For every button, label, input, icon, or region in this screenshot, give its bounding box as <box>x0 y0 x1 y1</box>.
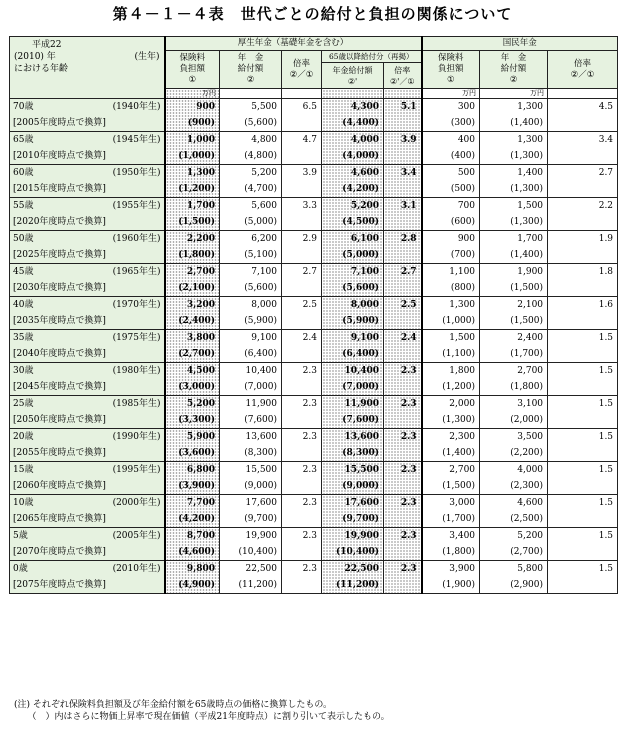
after65-ratio-cell: 2.3 <box>384 528 422 561</box>
kokumin-premium-cell: 300 (300) <box>422 99 480 132</box>
age-cell: 5歳 (2005年生) [2070年度時点で換算] <box>10 528 165 561</box>
after65-ratio-cell: 2.8 <box>384 231 422 264</box>
kokumin-benefit-cell: 2,100 (1,500) <box>480 297 548 330</box>
kosei-ratio-cell: 2.3 <box>282 429 322 462</box>
kokumin-premium-cell: 3,000 (1,700) <box>422 495 480 528</box>
kosei-ratio-cell: 2.3 <box>282 495 322 528</box>
kokumin-benefit-cell: 3,500 (2,200) <box>480 429 548 462</box>
kokumin-ratio-cell: 1.5 <box>548 462 618 495</box>
kokumin-premium-cell: 500 (500) <box>422 165 480 198</box>
unit-label: 万円 <box>422 89 480 99</box>
kosei-premium-cell: 5,900 (3,600) <box>165 429 220 462</box>
after65-benefit-cell: 11,900 (7,600) <box>322 396 384 429</box>
kosei-premium-header: 保険料 負担額 ① <box>165 51 220 89</box>
kosei-benefit-cell: 17,600 (9,700) <box>220 495 282 528</box>
after65-ratio-cell: 2.7 <box>384 264 422 297</box>
after65-ratio-cell: 2.3 <box>384 495 422 528</box>
kosei-ratio-header: 倍率 ②／① <box>282 51 322 89</box>
kokumin-benefit-cell: 4,600 (2,500) <box>480 495 548 528</box>
after65-benefit-cell: 4,000 (4,000) <box>322 132 384 165</box>
after65-benefit-cell: 7,100 (5,600) <box>322 264 384 297</box>
kokumin-group-header: 国民年金 <box>422 37 618 51</box>
kokumin-ratio-cell: 1.5 <box>548 495 618 528</box>
after65-ratio-cell: 2.5 <box>384 297 422 330</box>
kosei-ratio-cell: 2.4 <box>282 330 322 363</box>
age-cell: 10歳 (2000年生) [2065年度時点で換算] <box>10 495 165 528</box>
age-cell: 0歳 (2010年生) [2075年度時点で換算] <box>10 561 165 594</box>
table-row <box>10 99 618 132</box>
kosei-benefit-header: 年 金 給付額 ② <box>220 51 282 89</box>
kokumin-premium-cell: 2,700 (1,500) <box>422 462 480 495</box>
after65-ratio-cell: 2.3 <box>384 429 422 462</box>
age-cell: 25歳 (1985年生) [2050年度時点で換算] <box>10 396 165 429</box>
after65-benefit-cell: 6,100 (5,000) <box>322 231 384 264</box>
after65-benefit-cell: 13,600 (8,300) <box>322 429 384 462</box>
age-cell: 50歳 (1960年生) [2025年度時点で換算] <box>10 231 165 264</box>
kokumin-benefit-cell: 1,300 (1,400) <box>480 99 548 132</box>
kosei-premium-cell: 3,800 (2,700) <box>165 330 220 363</box>
kosei-benefit-cell: 15,500 (9,000) <box>220 462 282 495</box>
kosei-premium-cell: 5,200 (3,300) <box>165 396 220 429</box>
footnote-1: (注) それぞれ保険料負担額及び年金給付額を65歳時点の価格に換算したもの。 <box>14 700 332 710</box>
after65-ratio-cell: 3.1 <box>384 198 422 231</box>
age-cell: 65歳 (1945年生) [2010年度時点で換算] <box>10 132 165 165</box>
kosei-group-header: 厚生年金（基礎年金を含む） <box>165 37 422 51</box>
kosei-ratio-cell: 2.5 <box>282 297 322 330</box>
kokumin-benefit-cell: 1,400 (1,300) <box>480 165 548 198</box>
table-body <box>10 99 618 594</box>
kokumin-ratio-header: 倍率 ②／① <box>548 51 618 89</box>
unit-label: 万円 <box>480 89 548 99</box>
kokumin-benefit-header: 年 金 給付額 ② <box>480 51 548 89</box>
kosei-premium-cell: 6,800 (3,900) <box>165 462 220 495</box>
after65-ratio-cell: 2.3 <box>384 561 422 594</box>
kosei-premium-cell: 4,500 (3,000) <box>165 363 220 396</box>
kosei-benefit-cell: 11,900 (7,600) <box>220 396 282 429</box>
after65-benefit-cell: 10,400 (7,000) <box>322 363 384 396</box>
after65-ratio-cell: 2.4 <box>384 330 422 363</box>
kokumin-ratio-cell: 2.2 <box>548 198 618 231</box>
after65-benefit-cell: 19,900 (10,400) <box>322 528 384 561</box>
table-row <box>10 231 618 264</box>
kosei-benefit-cell: 8,000 (5,900) <box>220 297 282 330</box>
after65-ratio-cell: 2.3 <box>384 462 422 495</box>
kosei-ratio-cell: 3.3 <box>282 198 322 231</box>
kosei-benefit-cell: 7,100 (5,600) <box>220 264 282 297</box>
kokumin-premium-cell: 3,400 (1,800) <box>422 528 480 561</box>
age-cell: 20歳 (1990年生) [2055年度時点で換算] <box>10 429 165 462</box>
kosei-premium-cell: 8,700 (4,600) <box>165 528 220 561</box>
table-header <box>10 37 618 99</box>
age-cell: 60歳 (1950年生) [2015年度時点で換算] <box>10 165 165 198</box>
table-title: 第４－１－４表 世代ごとの給付と負担の関係について <box>112 5 513 23</box>
kokumin-benefit-cell: 2,700 (1,800) <box>480 363 548 396</box>
kokumin-premium-cell: 900 (700) <box>422 231 480 264</box>
kosei-premium-cell: 1,300 (1,200) <box>165 165 220 198</box>
table-row <box>10 264 618 297</box>
after65-ratio-cell: 2.3 <box>384 363 422 396</box>
after65-benefit-cell: 17,600 (9,700) <box>322 495 384 528</box>
kosei-benefit-cell: 13,600 (8,300) <box>220 429 282 462</box>
kokumin-premium-cell: 1,500 (1,100) <box>422 330 480 363</box>
table-row <box>10 330 618 363</box>
pension-table <box>9 36 618 594</box>
kosei-ratio-cell: 2.3 <box>282 396 322 429</box>
kosei-ratio-cell: 3.9 <box>282 165 322 198</box>
kosei-ratio-cell: 2.3 <box>282 528 322 561</box>
kokumin-ratio-cell: 4.5 <box>548 99 618 132</box>
kosei-benefit-cell: 22,500 (11,200) <box>220 561 282 594</box>
kosei-ratio-cell: 2.7 <box>282 264 322 297</box>
after65-benefit-header: 年金給付額 ②' <box>322 63 384 89</box>
table-row <box>10 528 618 561</box>
age-cell: 15歳 (1995年生) [2060年度時点で換算] <box>10 462 165 495</box>
after65-benefit-cell: 22,500 (11,200) <box>322 561 384 594</box>
kokumin-benefit-cell: 4,000 (2,300) <box>480 462 548 495</box>
kokumin-premium-header: 保険料 負担額 ① <box>422 51 480 89</box>
kokumin-premium-cell: 3,900 (1,900) <box>422 561 480 594</box>
kokumin-premium-cell: 1,100 (800) <box>422 264 480 297</box>
after65-benefit-cell: 5,200 (4,500) <box>322 198 384 231</box>
kosei-ratio-cell: 2.9 <box>282 231 322 264</box>
kokumin-benefit-cell: 3,100 (2,000) <box>480 396 548 429</box>
age-cell: 55歳 (1955年生) [2020年度時点で換算] <box>10 198 165 231</box>
table-row <box>10 198 618 231</box>
kosei-premium-cell: 900 (900) <box>165 99 220 132</box>
table-row <box>10 396 618 429</box>
kokumin-ratio-cell: 1.9 <box>548 231 618 264</box>
kosei-premium-cell: 3,200 (2,400) <box>165 297 220 330</box>
kokumin-premium-cell: 2,300 (1,400) <box>422 429 480 462</box>
after65-benefit-cell: 4,300 (4,400) <box>322 99 384 132</box>
kosei-benefit-cell: 4,800 (4,800) <box>220 132 282 165</box>
kosei-premium-cell: 9,800 (4,900) <box>165 561 220 594</box>
kokumin-benefit-cell: 2,400 (1,700) <box>480 330 548 363</box>
kosei-benefit-cell: 5,500 (5,600) <box>220 99 282 132</box>
footnotes <box>14 699 390 723</box>
after65-group-header: 65歳以降給付分（再掲） <box>322 51 422 63</box>
kosei-premium-cell: 2,700 (2,100) <box>165 264 220 297</box>
table-row <box>10 495 618 528</box>
kokumin-benefit-cell: 1,900 (1,500) <box>480 264 548 297</box>
kokumin-ratio-cell: 1.5 <box>548 330 618 363</box>
kokumin-ratio-cell: 1.5 <box>548 396 618 429</box>
kokumin-premium-cell: 400 (400) <box>422 132 480 165</box>
footnote-2: （ ）内はさらに物価上昇率で現在価値（平成21年度時点）に割り引いて表示したもの。 <box>14 712 390 722</box>
after65-ratio-header: 倍率 ②'／① <box>384 63 422 89</box>
table-row <box>10 429 618 462</box>
kokumin-ratio-cell: 1.8 <box>548 264 618 297</box>
after65-benefit-cell: 15,500 (9,000) <box>322 462 384 495</box>
kokumin-premium-cell: 2,000 (1,300) <box>422 396 480 429</box>
table-row <box>10 297 618 330</box>
kokumin-ratio-cell: 1.5 <box>548 561 618 594</box>
age-cell: 70歳 (1940年生) [2005年度時点で換算] <box>10 99 165 132</box>
kokumin-ratio-cell: 1.5 <box>548 528 618 561</box>
after65-benefit-cell: 8,000 (5,900) <box>322 297 384 330</box>
kosei-premium-cell: 7,700 (4,200) <box>165 495 220 528</box>
kokumin-benefit-cell: 1,300 (1,300) <box>480 132 548 165</box>
after65-ratio-cell: 3.4 <box>384 165 422 198</box>
kosei-ratio-cell: 6.5 <box>282 99 322 132</box>
kosei-benefit-cell: 6,200 (5,100) <box>220 231 282 264</box>
kokumin-premium-cell: 1,300 (1,000) <box>422 297 480 330</box>
after65-ratio-cell: 3.9 <box>384 132 422 165</box>
kokumin-ratio-cell: 1.5 <box>548 429 618 462</box>
kosei-benefit-cell: 19,900 (10,400) <box>220 528 282 561</box>
table-row <box>10 561 618 594</box>
unit-label: 万円 <box>165 89 220 99</box>
kosei-premium-cell: 2,200 (1,800) <box>165 231 220 264</box>
age-column-header: 平成22 (2010) 年 (生年) における年齢 <box>10 37 165 99</box>
kosei-benefit-cell: 10,400 (7,000) <box>220 363 282 396</box>
age-cell: 35歳 (1975年生) [2040年度時点で換算] <box>10 330 165 363</box>
kokumin-ratio-cell: 1.6 <box>548 297 618 330</box>
age-cell: 45歳 (1965年生) [2030年度時点で換算] <box>10 264 165 297</box>
kosei-ratio-cell: 2.3 <box>282 363 322 396</box>
kosei-premium-cell: 1,700 (1,500) <box>165 198 220 231</box>
after65-ratio-cell: 5.1 <box>384 99 422 132</box>
kokumin-ratio-cell: 1.5 <box>548 363 618 396</box>
kosei-ratio-cell: 2.3 <box>282 561 322 594</box>
kokumin-ratio-cell: 2.7 <box>548 165 618 198</box>
after65-benefit-cell: 4,600 (4,200) <box>322 165 384 198</box>
table-row <box>10 363 618 396</box>
after65-ratio-cell: 2.3 <box>384 396 422 429</box>
kokumin-benefit-cell: 1,700 (1,400) <box>480 231 548 264</box>
kokumin-benefit-cell: 5,200 (2,700) <box>480 528 548 561</box>
kosei-ratio-cell: 4.7 <box>282 132 322 165</box>
kosei-ratio-cell: 2.3 <box>282 462 322 495</box>
table-row <box>10 462 618 495</box>
kokumin-benefit-cell: 1,500 (1,300) <box>480 198 548 231</box>
kokumin-benefit-cell: 5,800 (2,900) <box>480 561 548 594</box>
age-cell: 40歳 (1970年生) [2035年度時点で換算] <box>10 297 165 330</box>
kosei-benefit-cell: 9,100 (6,400) <box>220 330 282 363</box>
kosei-benefit-cell: 5,600 (5,000) <box>220 198 282 231</box>
kosei-benefit-cell: 5,200 (4,700) <box>220 165 282 198</box>
kosei-premium-cell: 1,000 (1,000) <box>165 132 220 165</box>
kokumin-ratio-cell: 3.4 <box>548 132 618 165</box>
after65-benefit-cell: 9,100 (6,400) <box>322 330 384 363</box>
table-row <box>10 132 618 165</box>
age-cell: 30歳 (1980年生) [2045年度時点で換算] <box>10 363 165 396</box>
kokumin-premium-cell: 1,800 (1,200) <box>422 363 480 396</box>
kokumin-premium-cell: 700 (600) <box>422 198 480 231</box>
table-row <box>10 165 618 198</box>
